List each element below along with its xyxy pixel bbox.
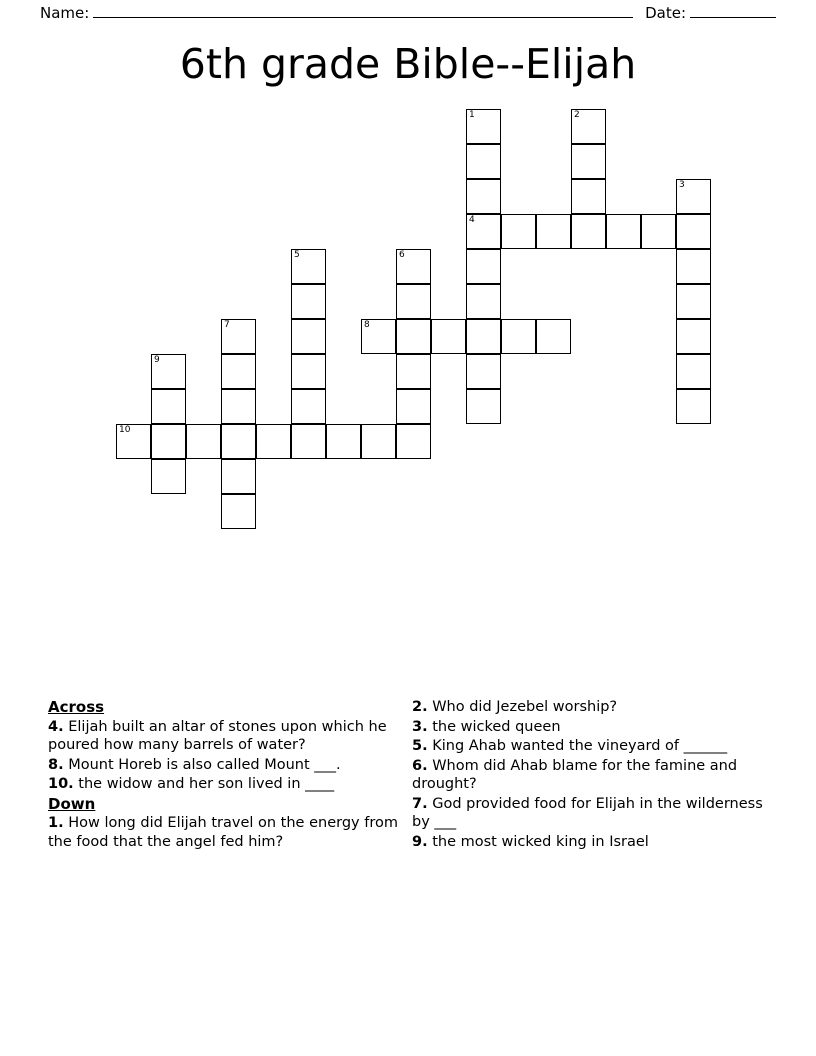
clue-text: God provided food for Elijah in the wilderness by ___ (412, 795, 763, 830)
clue-text: the widow and her son lived in ____ (78, 776, 335, 792)
clue-text: How long did Elijah travel on the energy from the food that the angel fed him? (48, 815, 398, 850)
grid-cell-number: 4 (469, 215, 475, 225)
grid-cell[interactable] (466, 354, 501, 389)
grid-cell[interactable] (466, 214, 501, 249)
grid-cell-number: 9 (154, 355, 160, 365)
grid-cell[interactable] (186, 424, 221, 459)
clue-number: 6. (412, 757, 428, 774)
clue-down-1 (48, 814, 408, 851)
clue-number: 3. (412, 718, 428, 735)
grid-cell[interactable] (501, 214, 536, 249)
grid-cell[interactable] (291, 319, 326, 354)
down-heading: Down (48, 794, 96, 813)
name-blank-line (93, 5, 633, 18)
grid-cell[interactable] (466, 179, 501, 214)
clue-number: 7. (412, 795, 428, 812)
grid-cell-number: 5 (294, 250, 300, 260)
grid-cell[interactable] (641, 214, 676, 249)
page-title: 6th grade Bible--Elijah (179, 40, 637, 88)
grid-cell[interactable] (536, 319, 571, 354)
grid-cell[interactable] (116, 424, 151, 459)
grid-cell[interactable] (466, 109, 501, 144)
grid-cell[interactable] (221, 459, 256, 494)
grid-cell[interactable] (466, 389, 501, 424)
grid-cell[interactable] (151, 354, 186, 389)
grid-cell[interactable] (396, 249, 431, 284)
grid-cell[interactable] (536, 214, 571, 249)
grid-cell[interactable] (466, 319, 501, 354)
grid-cell[interactable] (326, 424, 361, 459)
clues-area (0, 698, 816, 978)
grid-cell[interactable] (396, 389, 431, 424)
clue-down-9 (412, 833, 768, 852)
grid-cell[interactable] (466, 284, 501, 319)
grid-cell[interactable] (676, 249, 711, 284)
clue-text: King Ahab wanted the vineyard of ______ (432, 738, 728, 754)
grid-cell[interactable] (151, 424, 186, 459)
clue-down-6 (412, 757, 768, 794)
clue-text: Mount Horeb is also called Mount ___. (68, 756, 341, 773)
grid-cell[interactable] (571, 214, 606, 249)
grid-cell[interactable] (676, 354, 711, 389)
grid-cell[interactable] (396, 319, 431, 354)
date-blank-line (690, 5, 776, 18)
clue-number: 1. (48, 815, 64, 831)
grid-cell[interactable] (501, 319, 536, 354)
clue-across-4 (48, 718, 408, 755)
grid-cell[interactable] (676, 214, 711, 249)
grid-cell[interactable] (676, 179, 711, 214)
grid-cell[interactable] (431, 319, 466, 354)
grid-cell-number: 1 (469, 110, 475, 120)
grid-cell[interactable] (256, 424, 291, 459)
grid-cell-number: 3 (679, 180, 685, 190)
grid-cell[interactable] (221, 319, 256, 354)
grid-cell[interactable] (151, 459, 186, 494)
grid-cell[interactable] (466, 144, 501, 179)
clue-text: Elijah built an altar of stones upon which he poured how many barrels of water? (48, 718, 387, 753)
crossword-grid (0, 108, 816, 578)
clue-number: 9. (412, 833, 428, 850)
grid-cell[interactable] (396, 354, 431, 389)
clue-number: 2. (412, 699, 428, 715)
grid-cell[interactable] (571, 144, 606, 179)
grid-cell[interactable] (291, 249, 326, 284)
clue-text: the wicked queen (432, 718, 561, 735)
grid-cell[interactable] (291, 284, 326, 319)
grid-cell[interactable] (571, 109, 606, 144)
grid-cell[interactable] (151, 389, 186, 424)
clue-number: 5. (412, 738, 428, 754)
grid-cell[interactable] (571, 179, 606, 214)
grid-cell[interactable] (291, 424, 326, 459)
date-label: Date: (645, 4, 686, 22)
grid-cell[interactable] (396, 424, 431, 459)
grid-cell[interactable] (291, 354, 326, 389)
clue-down-3 (412, 718, 768, 737)
grid-cell-number: 8 (364, 320, 370, 330)
clue-text: Whom did Ahab blame for the famine and drought? (412, 757, 738, 792)
across-heading: Across (48, 698, 105, 716)
grid-cell[interactable] (396, 284, 431, 319)
grid-cell-number: 7 (224, 320, 230, 330)
clue-text: the most wicked king in Israel (432, 833, 649, 850)
grid-cell[interactable] (221, 494, 256, 529)
clue-number: 10. (48, 776, 74, 792)
clue-down-5 (412, 737, 768, 756)
clue-across-10 (48, 775, 408, 794)
grid-cell-number: 2 (574, 110, 580, 120)
name-label: Name: (40, 4, 90, 22)
clue-text: Who did Jezebel worship? (432, 699, 618, 715)
grid-cell[interactable] (676, 389, 711, 424)
grid-cell-number: 10 (119, 425, 131, 435)
grid-cell[interactable] (361, 319, 396, 354)
clue-number: 8. (48, 756, 64, 773)
grid-cell-number: 6 (399, 250, 405, 260)
grid-cell[interactable] (676, 284, 711, 319)
grid-cell[interactable] (676, 319, 711, 354)
clues-column-left (48, 698, 408, 852)
grid-cell[interactable] (221, 424, 256, 459)
clue-down-7 (412, 795, 768, 832)
header-row (40, 0, 776, 26)
grid-cell[interactable] (221, 389, 256, 424)
clue-down-2 (412, 698, 768, 717)
clue-number: 4. (48, 718, 64, 735)
grid-cell[interactable] (606, 214, 641, 249)
grid-cell[interactable] (361, 424, 396, 459)
grid-cell[interactable] (466, 249, 501, 284)
grid-cell[interactable] (291, 389, 326, 424)
clue-across-8 (48, 756, 408, 775)
clues-column-right (412, 698, 768, 852)
grid-cell[interactable] (221, 354, 256, 389)
